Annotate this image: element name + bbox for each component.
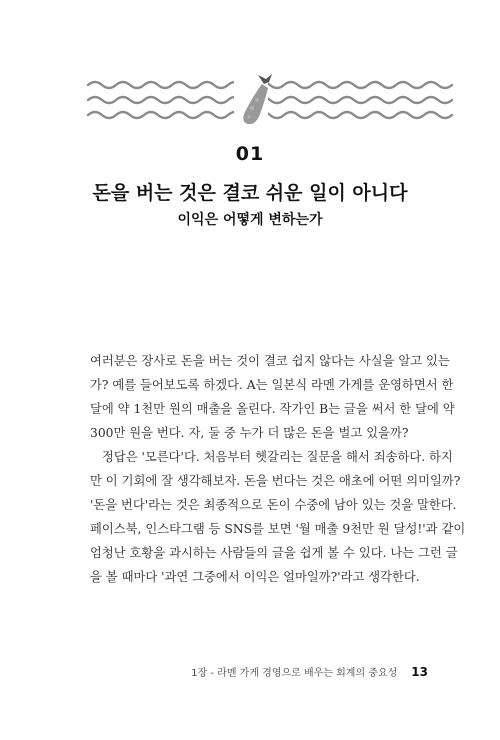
body-line: 정답은 '모른다'다. 처음부터 헷갈리는 질문을 해서 죄송하다. 하지 bbox=[102, 450, 453, 464]
wave-line bbox=[88, 97, 452, 103]
running-head: 1장 - 라멘 가게 경영으로 배우는 회계의 중요성 bbox=[191, 668, 398, 679]
body-line: 여러분은 장사로 돈을 버는 것이 결코 쉽지 않다는 사실을 알고 있는 bbox=[90, 354, 450, 368]
page-footer bbox=[191, 664, 428, 679]
body-line: 300만 원을 번다. 자, 둘 중 누가 더 많은 돈을 벌고 있을까? bbox=[90, 426, 409, 440]
page-number: 13 bbox=[411, 665, 428, 679]
chapter-number: 01 bbox=[235, 143, 265, 165]
body-line: 엄청난 호황을 과시하는 사람들의 글을 쉽게 볼 수 있다. 나는 그런 글 bbox=[90, 546, 458, 560]
body-line: 가? 예를 들어보도록 하겠다. A는 일본식 라멘 가게를 운영하면서 한 bbox=[90, 378, 454, 392]
body-line: 만 이 기회에 잘 생각해보자. 돈을 번다는 것은 애초에 어떤 의미일까? bbox=[90, 474, 461, 488]
wave-line bbox=[88, 112, 452, 118]
body-line: 달에 약 1천만 원의 매출을 올린다. 작가인 B는 글을 써서 한 달에 약 bbox=[90, 402, 455, 416]
shrimp-tempura-icon bbox=[234, 74, 272, 124]
body-line: '돈을 번다'라는 것은 최종적으로 돈이 수중에 남아 있는 것을 말한다. bbox=[90, 498, 457, 512]
wave-line bbox=[88, 82, 452, 88]
chapter-title: 돈을 버는 것은 결코 쉬운 일이 아니다 bbox=[92, 182, 408, 204]
header-wave-illustration bbox=[0, 70, 500, 140]
chapter-subtitle: 이익은 어떻게 변하는가 bbox=[177, 212, 323, 228]
body-text bbox=[90, 349, 466, 589]
body-line: 을 볼 때마다 '과연 그중에서 이익은 얼마일까?'라고 생각한다. bbox=[90, 570, 420, 584]
body-line: 페이스북, 인스타그램 등 SNS를 보면 '월 매출 9천만 원 달성!'과 같이 bbox=[90, 522, 466, 536]
